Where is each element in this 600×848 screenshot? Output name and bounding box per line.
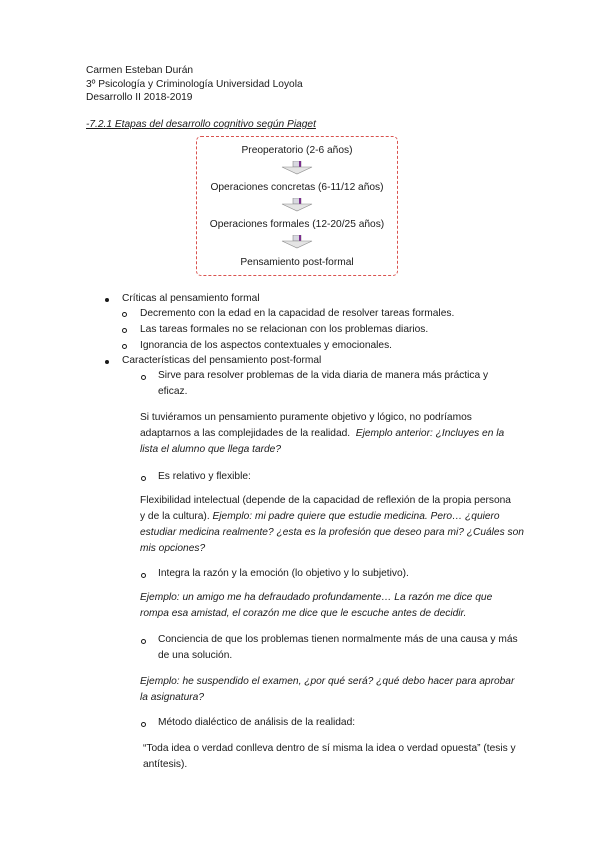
example-line: la asignatura? bbox=[140, 692, 205, 703]
circle-bullet-icon bbox=[141, 476, 146, 481]
circle-bullet-icon bbox=[122, 328, 127, 333]
section-title: -7.2.1 Etapas del desarrollo cognitivo según Piaget bbox=[86, 119, 316, 130]
para-line: antítesis). bbox=[143, 759, 188, 770]
item-conciencia bbox=[158, 632, 518, 664]
example-line: Ejemplo: he suspendido el examen, ¿por qué será? ¿qué debo hacer para aprobar bbox=[140, 676, 515, 687]
stage-preoperatorio: Preoperatorio (2-6 años) bbox=[241, 145, 353, 156]
down-arrow-icon bbox=[281, 235, 313, 249]
bullet-icon bbox=[105, 298, 109, 302]
para-line: “Toda idea o verdad conlleva dentro de sí misma la idea o verdad opuesta” (tesis y bbox=[143, 743, 516, 754]
list-item: Las tareas formales no se relacionan con los problemas diarios. bbox=[140, 324, 429, 335]
stage-pensamiento-post-formal: Pensamiento post-formal bbox=[240, 257, 354, 268]
item-line: de una solución. bbox=[158, 650, 233, 661]
bullet-icon bbox=[105, 360, 109, 364]
paragraph-flexibilidad bbox=[140, 493, 524, 557]
example-text: Ejemplo: mi padre quiere que estudie medicina. Pero… ¿quiero bbox=[212, 511, 500, 522]
paragraph-dialectico bbox=[143, 741, 516, 773]
down-arrow-icon bbox=[281, 198, 313, 212]
course-name: 3º Psicología y Criminología Universidad Loyola bbox=[86, 79, 303, 90]
para-line bbox=[140, 426, 504, 442]
circle-bullet-icon bbox=[122, 312, 127, 317]
para-line: Flexibilidad intelectual (depende de la capacidad de reflexión de la propia persona bbox=[140, 495, 511, 506]
item-relativo: Es relativo y flexible: bbox=[158, 471, 251, 482]
item-line: eficaz. bbox=[158, 386, 188, 397]
example-line: rompa esa amistad, el corazón me dice que le escuche antes de decidir. bbox=[140, 608, 467, 619]
item-line: Sirve para resolver problemas de la vida diaria de manera más práctica y bbox=[158, 370, 489, 381]
list-item: Decremento con la edad en la capacidad de resolver tareas formales. bbox=[140, 308, 455, 319]
caracteristicas-title: Características del pensamiento post-formal bbox=[122, 355, 322, 366]
para-text: adaptarnos a las complejidades de la realidad. bbox=[140, 428, 351, 439]
item-razon-emocion: Integra la razón y la emoción (lo objetivo y lo subjetivo). bbox=[158, 568, 409, 579]
stage-operaciones-concretas: Operaciones concretas (6-11/12 años) bbox=[210, 182, 384, 193]
example-line: lista el alumno que llega tarde? bbox=[140, 444, 282, 455]
para-line bbox=[140, 509, 524, 525]
example-line: mis opciones? bbox=[140, 543, 206, 554]
paragraph-examen bbox=[140, 674, 514, 706]
example-text: Ejemplo anterior: ¿Incluyes en la bbox=[355, 428, 505, 439]
para-line: Si tuviéramos un pensamiento puramente objetivo y lógico, no podríamos bbox=[140, 412, 472, 423]
item-practica bbox=[158, 368, 488, 400]
down-arrow-icon bbox=[281, 161, 313, 175]
list-item: Ignorancia de los aspectos contextuales y emocionales. bbox=[140, 340, 393, 351]
paragraph-objetivo bbox=[140, 410, 504, 458]
subject-name: Desarrollo II 2018-2019 bbox=[86, 92, 193, 103]
circle-bullet-icon bbox=[141, 722, 146, 727]
circle-bullet-icon bbox=[141, 639, 146, 644]
circle-bullet-icon bbox=[122, 344, 127, 349]
author-name: Carmen Esteban Durán bbox=[86, 65, 194, 76]
para-text: y de la cultura). bbox=[140, 511, 210, 522]
example-line: estudiar medicina realmente? ¿esta es la profesión que deseo para mi? ¿Cuáles son bbox=[140, 527, 524, 538]
circle-bullet-icon bbox=[141, 375, 146, 380]
paragraph-amigo bbox=[140, 590, 492, 622]
example-line: Ejemplo: un amigo me ha defraudado profundamente… La razón me dice que bbox=[140, 592, 493, 603]
stage-operaciones-formales: Operaciones formales (12-20/25 años) bbox=[209, 219, 385, 230]
circle-bullet-icon bbox=[141, 573, 146, 578]
item-line: Conciencia de que los problemas tienen normalmente más de una causa y más bbox=[158, 634, 518, 645]
item-metodo: Método dialéctico de análisis de la realidad: bbox=[158, 717, 356, 728]
piaget-stages-diagram bbox=[196, 136, 398, 276]
criticas-title: Críticas al pensamiento formal bbox=[122, 293, 260, 304]
